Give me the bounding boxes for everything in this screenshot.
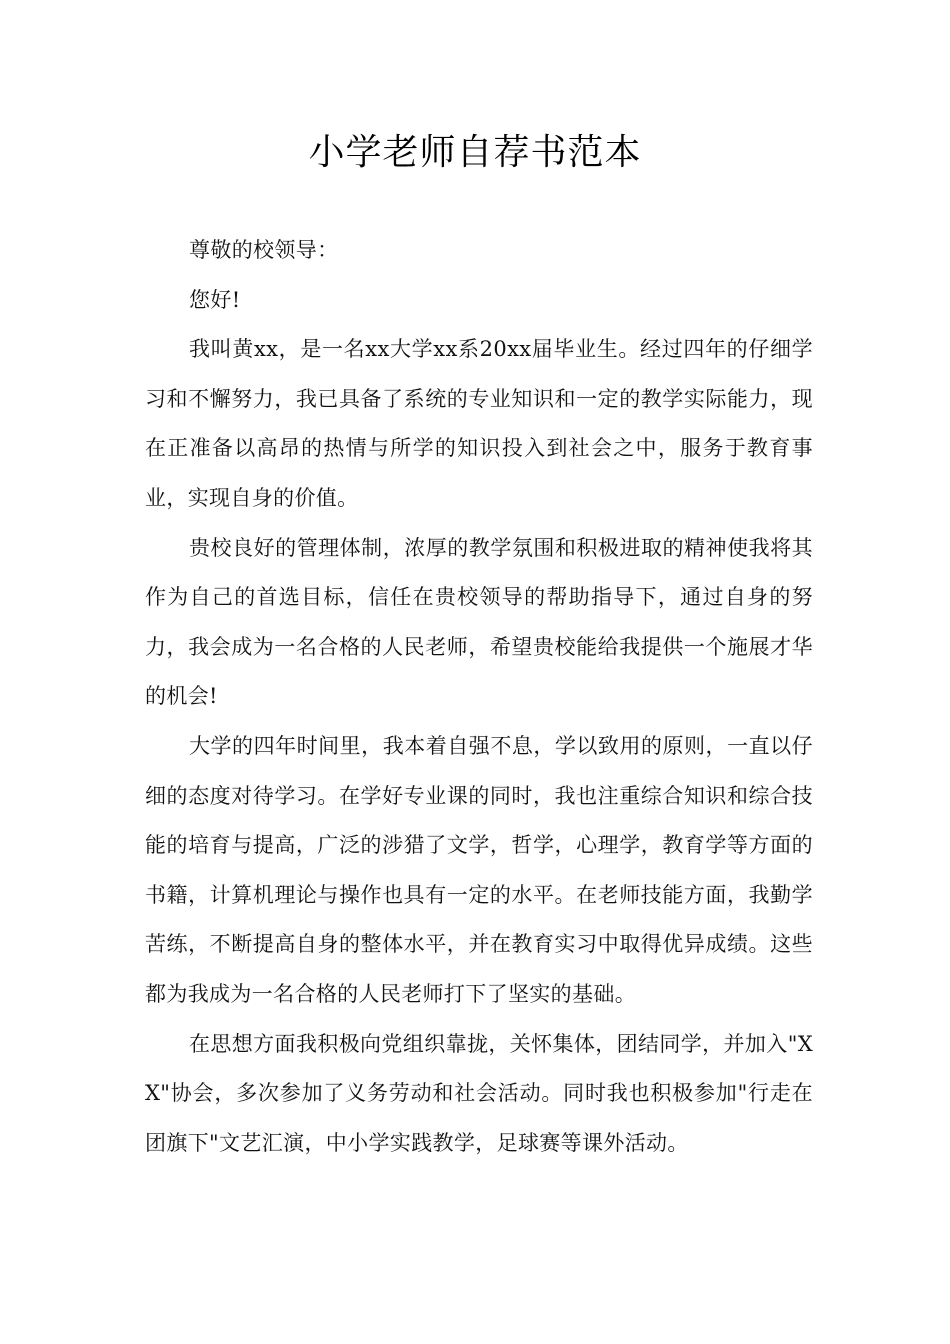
document-title: 小学老师自荐书范本 xyxy=(308,132,642,173)
salutation: 尊敬的校领导： xyxy=(189,238,339,262)
paragraph-school-choice: 贵校良好的管理体制，浓厚的教学氛围和积极进取的精神使我将其作为自己的首选目标，信任在贵校领导的帮助指导下，通过自身的努力，我会成为一名合格的人民老师，希望贵校能给我提供一个施展才华的机会! xyxy=(145,535,813,709)
document-body xyxy=(145,226,813,1168)
paragraph-activities: 在思想方面我积极向党组织靠拢，关怀集体，团结同学，并加入"XX"协会，多次参加了义务劳动和社会活动。同时我也积极参加"行走在团旗下"文艺汇演，中小学实践教学，足球赛等课外活动。 xyxy=(145,1031,813,1155)
paragraph-introduction: 我叫黄xx，是一名xx大学xx系20xx届毕业生。经过四年的仔细学习和不懈努力，我已具备了系统的专业知识和一定的教学实际能力，现在正准备以高昂的热情与所学的知识投入到社会之中，服务于教育事业，实现自身的价值。 xyxy=(145,337,813,510)
greeting: 您好! xyxy=(189,287,241,312)
paragraph-university-study: 大学的四年时间里，我本着自强不息，学以致用的原则，一直以仔细的态度对待学习。在学好专业课的同时，我也注重综合知识和综合技能的培育与提高，广泛的涉猎了文学，哲学，心理学，教育学等方面的书籍，计算机理论与操作也具有一定的水平。在老师技能方面，我勤学苦练，不断提高自身的整体水平，并在教育实习中取得优异成绩。这些都为我成为一名合格的人民老师打下了坚实的基础。 xyxy=(145,733,813,1006)
